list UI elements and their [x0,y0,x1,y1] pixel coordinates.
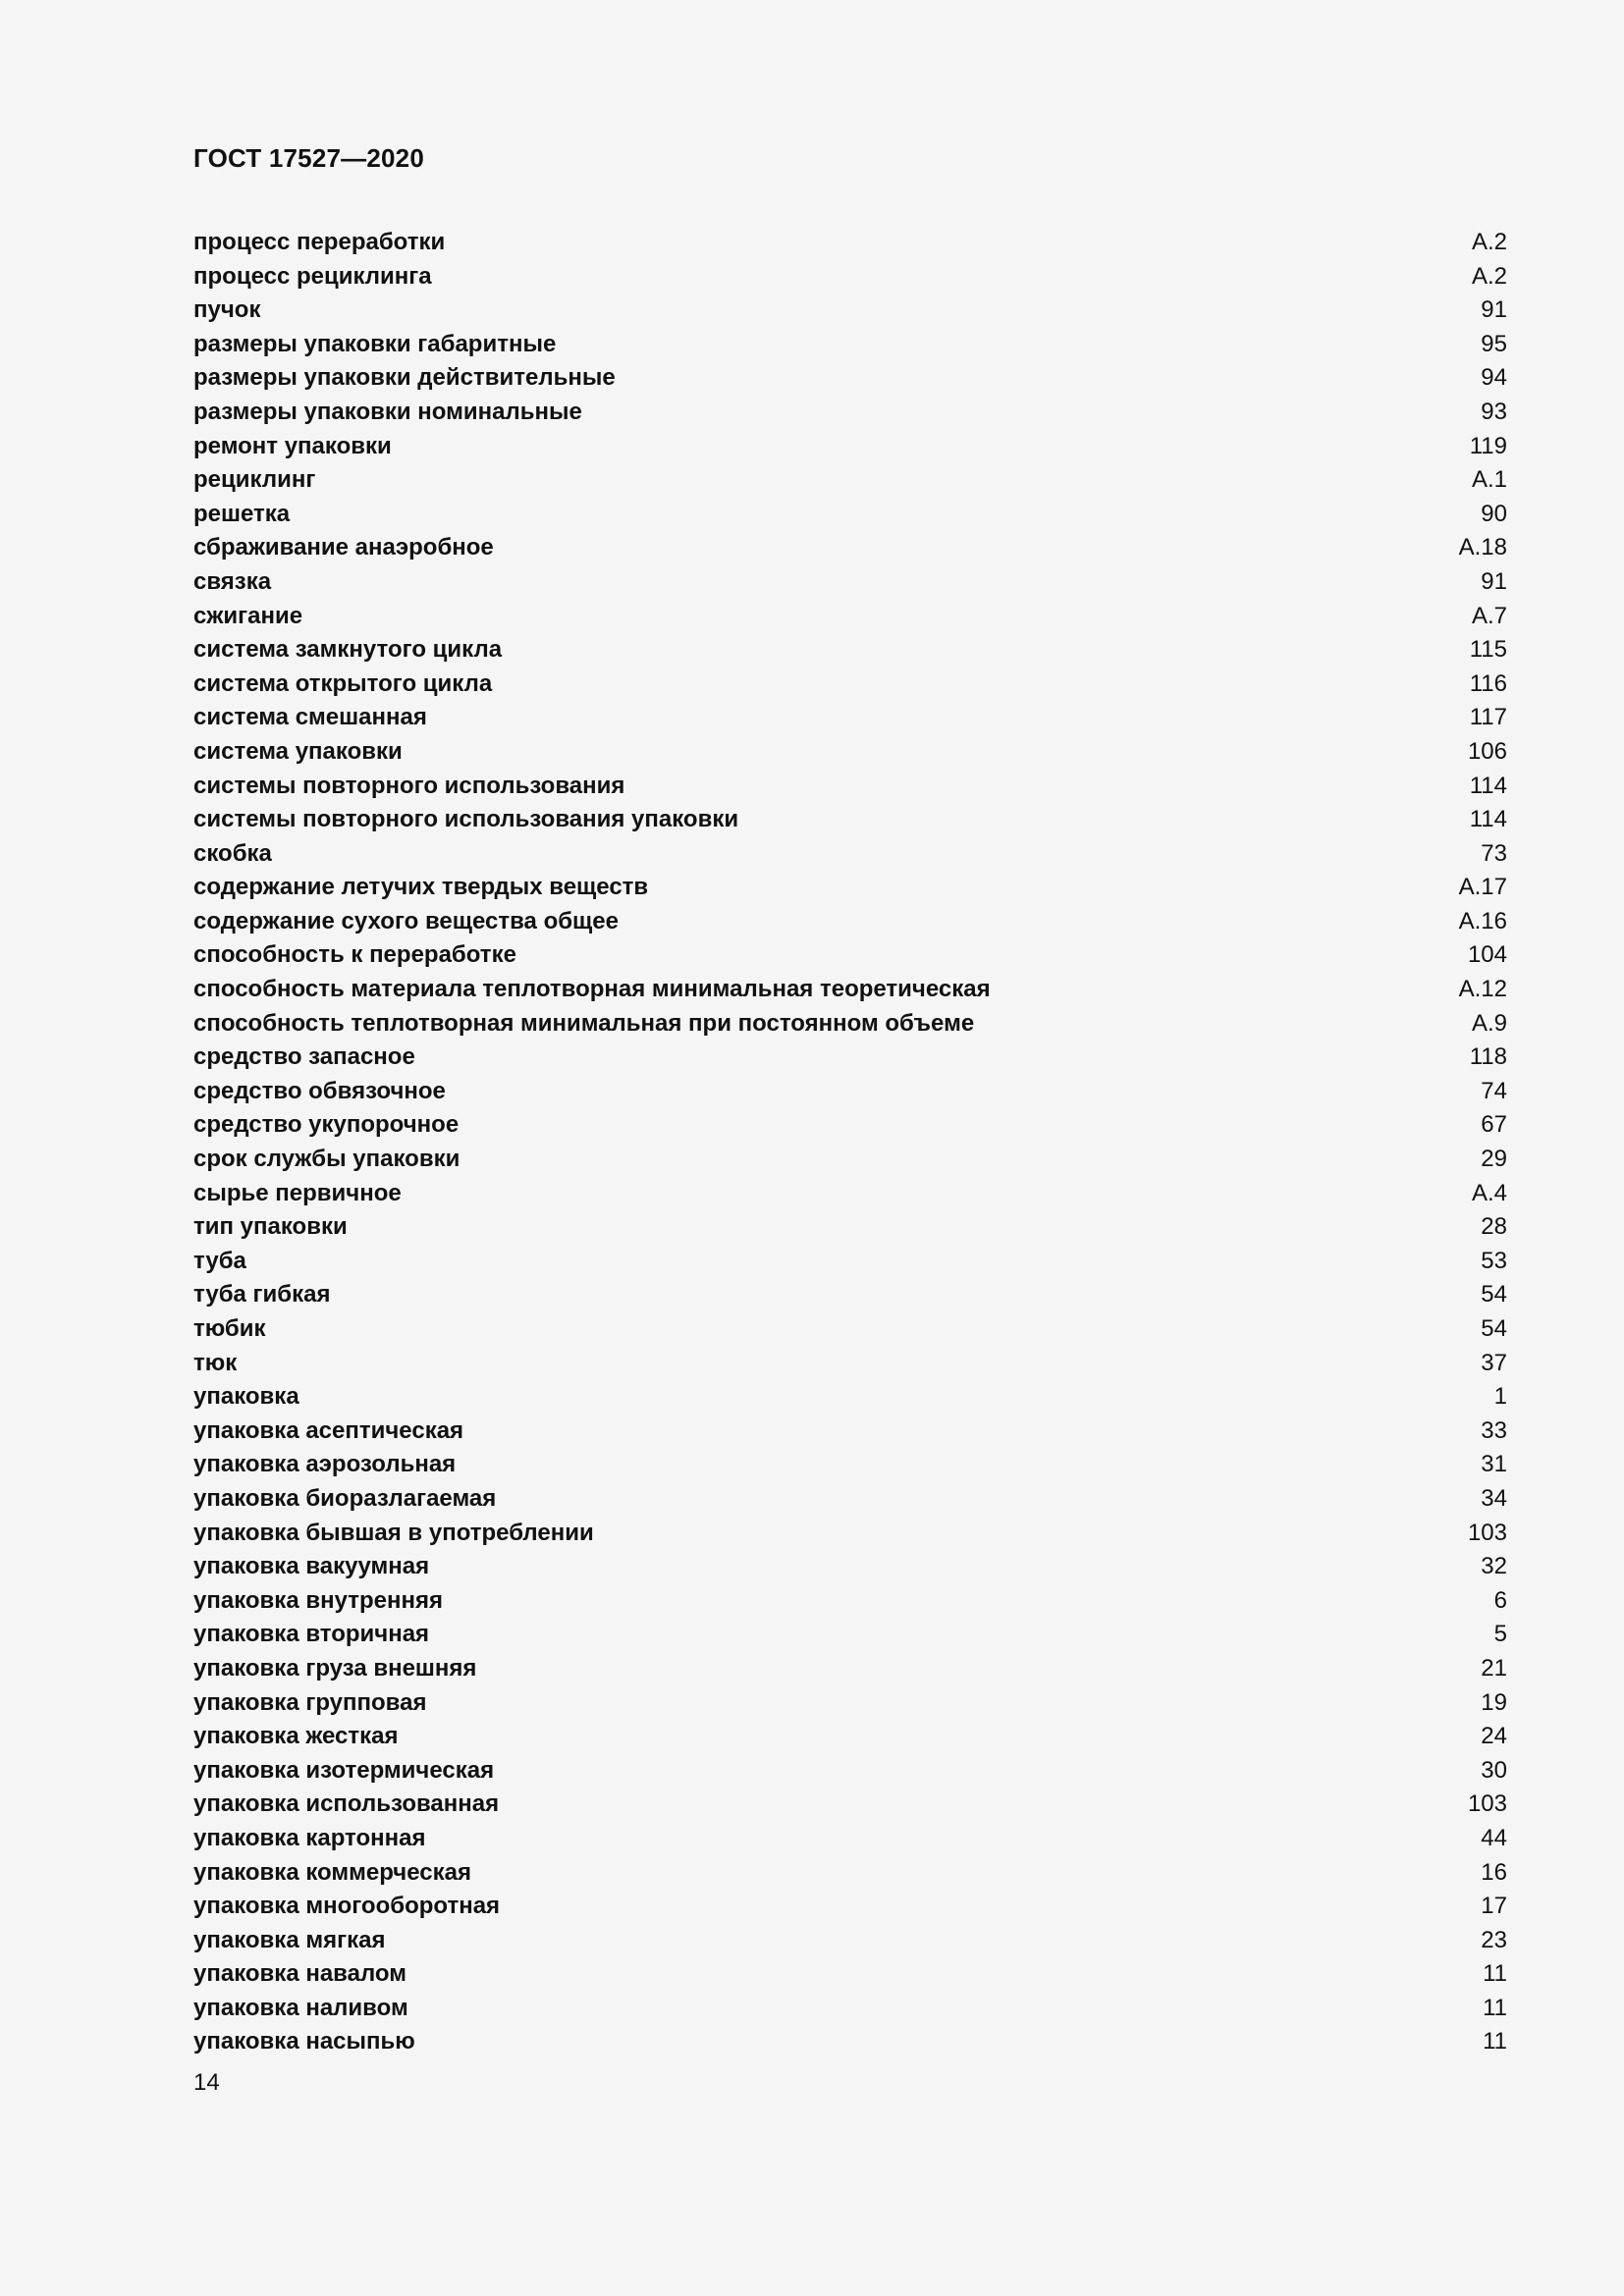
index-entry [193,1754,1507,1789]
index-term: упаковка жесткая [193,1723,399,1750]
index-entry [193,498,1507,532]
index-reference-number: 93 [1481,398,1507,425]
index-term: система смешанная [193,704,427,731]
index-term: средство укупорочное [193,1111,460,1139]
index-entry [193,1210,1507,1245]
index-term: скобка [193,839,272,867]
index-reference-number: 74 [1481,1077,1507,1104]
index-entry [193,1347,1507,1381]
index-entry [193,294,1507,328]
index-reference-number: А.2 [1471,262,1507,290]
index-entry [193,905,1507,939]
index-reference-number: А.12 [1458,976,1507,1003]
index-reference-number: 117 [1469,704,1507,731]
index-term: упаковка биоразлагаемая [193,1484,497,1512]
index-reference-number: 114 [1469,772,1507,799]
index-term: рециклинг [193,466,316,494]
index-term: упаковка картонная [193,1824,426,1851]
index-reference-number: 24 [1481,1723,1507,1750]
index-entry [193,1041,1507,1075]
index-entry [193,1788,1507,1822]
index-reference-number: 37 [1481,1349,1507,1376]
index-term: упаковка мягкая [193,1926,386,1953]
index-entry [193,633,1507,667]
index-term: туба гибкая [193,1281,331,1308]
index-entry [193,565,1507,600]
index-term: срок службы упаковки [193,1146,460,1173]
index-reference-number: А.9 [1471,1009,1507,1037]
index-reference-number: 95 [1481,330,1507,357]
index-entry [193,1517,1507,1551]
index-reference-number: 11 [1483,1960,1507,1988]
index-entry [193,701,1507,735]
index-term: средство обвязочное [193,1077,446,1104]
index-entry [193,803,1507,837]
index-term: системы повторного использования упаковки [193,806,739,833]
index-reference-number: 54 [1481,1315,1507,1342]
index-entry [193,871,1507,905]
index-entry [193,1482,1507,1517]
index-reference-number: 17 [1481,1893,1507,1920]
index-entry [193,973,1507,1007]
index-entry [193,667,1507,702]
index-entry [193,770,1507,804]
index-term: упаковка использованная [193,1790,500,1818]
index-term: упаковка изотермическая [193,1756,495,1784]
index-term: содержание летучих твердых веществ [193,874,649,901]
index-term: связка [193,567,272,595]
index-term: содержание сухого вещества общее [193,907,619,934]
index-reference-number: 73 [1481,839,1507,867]
index-term: сжигание [193,602,303,629]
index-reference-number: 53 [1481,1247,1507,1274]
index-entry [193,735,1507,770]
index-entry [193,1856,1507,1891]
index-reference-number: 94 [1481,364,1507,392]
index-term: тюбик [193,1315,266,1342]
index-reference-number: А.4 [1471,1179,1507,1206]
index-term: упаковка груза внешняя [193,1654,477,1682]
index-entry [193,1686,1507,1721]
index-entry [193,1924,1507,1958]
index-entry [193,1448,1507,1482]
index-term: упаковка групповая [193,1688,427,1716]
index-entry [193,1245,1507,1279]
index-entry [193,463,1507,498]
index-term: туба [193,1247,246,1274]
index-reference-number: 29 [1481,1146,1507,1173]
index-entry [193,1890,1507,1924]
index-reference-number: 54 [1481,1281,1507,1308]
index-reference-number: 28 [1481,1213,1507,1241]
index-reference-number: А.1 [1471,466,1507,494]
index-term: тюк [193,1349,238,1376]
index-reference-number: 115 [1469,636,1507,664]
index-entry [193,2025,1507,2059]
index-entry [193,1278,1507,1312]
index-term: система замкнутого цикла [193,636,503,664]
index-term: упаковка внутренняя [193,1586,443,1614]
index-reference-number: 118 [1469,1043,1507,1071]
index-term: ремонт упаковки [193,432,392,459]
index-reference-number: 103 [1467,1790,1507,1818]
index-term: процесс рециклинга [193,262,432,290]
index-entry [193,1720,1507,1754]
index-term: процесс переработки [193,229,446,255]
index-entry [193,1312,1507,1347]
index-term: способность материала теплотворная минимальная теоретическая [193,976,991,1003]
index-reference-number: 23 [1481,1926,1507,1953]
index-reference-number: 104 [1467,941,1507,969]
index-reference-number: 30 [1481,1756,1507,1784]
index-term: упаковка вторичная [193,1621,430,1648]
index-reference-number: 114 [1469,806,1507,833]
index-reference-number: 91 [1481,296,1507,324]
index-term: тип упаковки [193,1213,348,1241]
index-term: упаковка наливом [193,1994,408,2021]
index-term: решетка [193,500,291,527]
index-term: система открытого цикла [193,669,493,697]
index-entry [193,600,1507,634]
index-term: размеры упаковки номинальные [193,398,582,425]
index-term: пучок [193,296,261,324]
index-entry [193,1007,1507,1041]
index-reference-number: А.16 [1458,907,1507,934]
index-reference-number: 106 [1467,737,1507,765]
index-term: способность к переработке [193,941,516,969]
index-term: сырье первичное [193,1179,402,1206]
index-entry [193,396,1507,430]
index-term: упаковка бывшая в употреблении [193,1519,594,1546]
index-term: упаковка аэрозольная [193,1451,457,1478]
index-reference-number: 1 [1493,1383,1507,1411]
index-term: упаковка вакуумная [193,1553,430,1580]
index-reference-number: А.18 [1458,534,1507,561]
index-term: средство запасное [193,1043,415,1071]
index-term: сбраживание анаэробное [193,534,494,561]
index-reference-number: А.7 [1471,602,1507,629]
index-entry [193,1992,1507,2026]
index-reference-number: 91 [1481,567,1507,595]
index-term: размеры упаковки действительные [193,364,616,392]
index-term: упаковка коммерческая [193,1858,471,1886]
index-entry [193,1415,1507,1449]
index-reference-number: 33 [1481,1416,1507,1444]
index-entry [193,1177,1507,1211]
index-entry [193,430,1507,464]
index-entry [193,1380,1507,1415]
index-entry [193,938,1507,973]
index-reference-number: А.17 [1458,874,1507,901]
index-reference-number: 16 [1481,1858,1507,1886]
index-entry [193,1108,1507,1143]
index-term: упаковка навалом [193,1960,406,1988]
index-reference-number: 5 [1493,1621,1507,1648]
index-term: система упаковки [193,737,403,765]
index-reference-number: 6 [1493,1586,1507,1614]
page-number: 14 [193,2069,220,2096]
index-reference-number: 116 [1469,669,1507,697]
index-entry [193,1550,1507,1584]
index-term: упаковка асептическая [193,1416,464,1444]
index-entry [193,837,1507,872]
index-reference-number: 19 [1481,1688,1507,1716]
index-reference-number: 31 [1481,1451,1507,1478]
index-term: упаковка [193,1383,299,1411]
index-entry [193,1652,1507,1686]
alphabetical-index-list [193,226,1507,2059]
index-term: упаковка многооборотная [193,1893,501,1920]
index-entry [193,1584,1507,1619]
index-entry [193,1143,1507,1177]
index-entry [193,328,1507,362]
index-reference-number: 90 [1481,500,1507,527]
index-entry [193,361,1507,396]
index-reference-number: 44 [1481,1824,1507,1851]
index-reference-number: 67 [1481,1111,1507,1139]
index-reference-number: 11 [1483,2028,1507,2056]
index-term: системы повторного использования [193,772,625,799]
index-term: способность теплотворная минимальная при постоянном объеме [193,1009,975,1037]
index-reference-number: 103 [1467,1519,1507,1546]
index-entry [193,531,1507,565]
index-reference-number: 34 [1481,1484,1507,1512]
index-entry [193,1822,1507,1856]
index-reference-number: 119 [1469,432,1507,459]
index-entry [193,1075,1507,1109]
index-entry [193,260,1507,294]
index-term: размеры упаковки габаритные [193,330,557,357]
document-code-header: ГОСТ 17527—2020 [193,143,424,173]
index-term: упаковка насыпью [193,2028,415,2056]
index-entry [193,1957,1507,1992]
index-reference-number: А.2 [1471,229,1507,255]
index-reference-number: 11 [1483,1994,1507,2021]
index-entry [193,226,1507,260]
index-reference-number: 21 [1481,1654,1507,1682]
index-reference-number: 32 [1481,1553,1507,1580]
index-entry [193,1618,1507,1652]
